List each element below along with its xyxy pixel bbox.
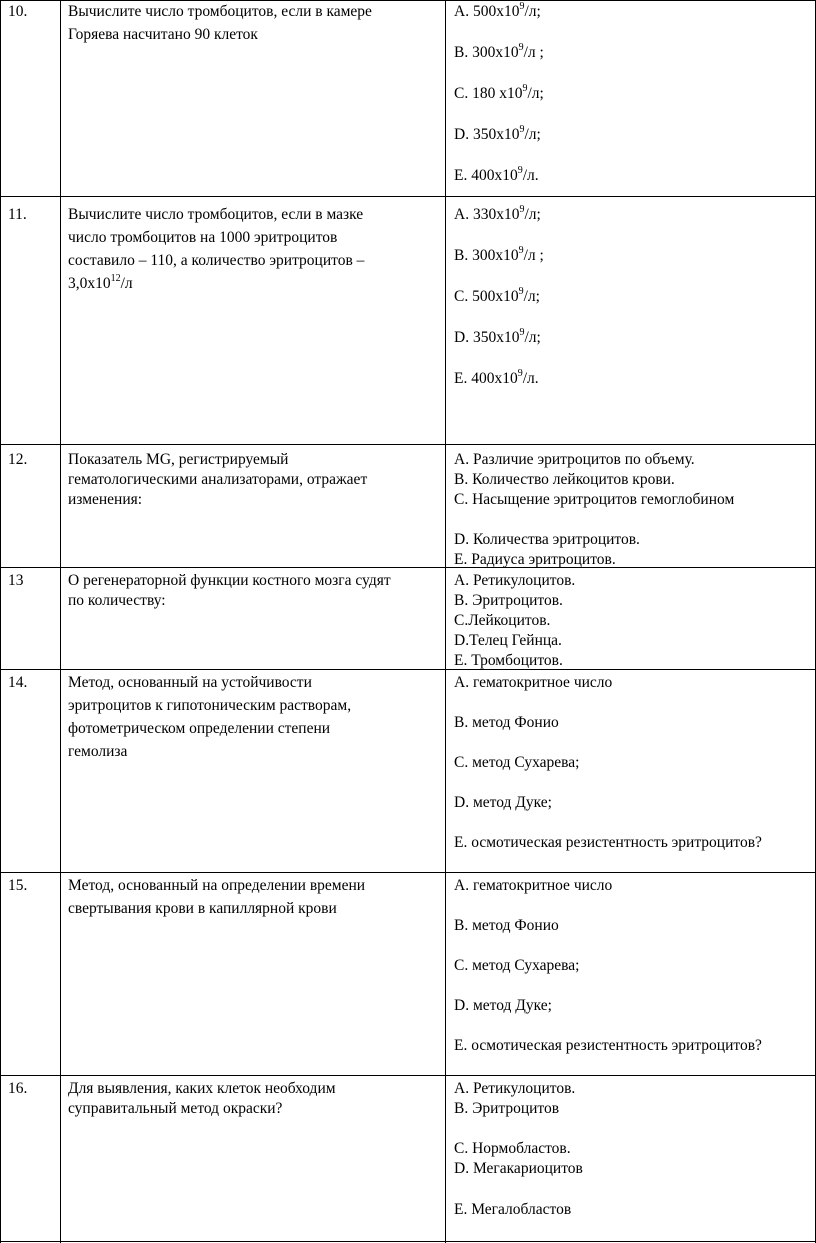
question-number: 11. bbox=[8, 206, 27, 223]
answer-option-d: D. $350x10^9/л$; bbox=[454, 123, 541, 143]
answer-option-d: D. Количества эритроцитов. bbox=[454, 531, 640, 548]
column-divider bbox=[445, 0, 446, 1243]
answer-option-e: E. Тромбоцитов. bbox=[454, 652, 563, 669]
answer-option-b: B. Эритроцитов bbox=[454, 1100, 560, 1117]
question-number: 15. bbox=[8, 877, 28, 894]
question-text: Горяева насчитано 90 клеток bbox=[68, 26, 258, 43]
answer-option-e: E. Мегалобластов bbox=[454, 1201, 572, 1218]
answer-option-b: B. Количество лейкоцитов крови. bbox=[454, 471, 675, 488]
question-text: фотометрическом определении степени bbox=[68, 720, 331, 737]
question-text: Для выявления, каких клеток необходим bbox=[68, 1080, 336, 1097]
question-text: эритроцитов к гипотоническим растворам, bbox=[68, 697, 352, 714]
question-text: гематологическими анализаторами, отражает bbox=[68, 471, 368, 488]
question-text: Показатель MG, регистрируемый bbox=[68, 451, 289, 468]
question-text: по количеству: bbox=[68, 592, 166, 609]
column-divider bbox=[0, 0, 1, 1243]
question-text: гемолиза bbox=[68, 743, 128, 760]
answer-option-d: D.Телец Гейнца. bbox=[454, 632, 562, 649]
answer-option-d: D. метод Дуке; bbox=[454, 794, 552, 811]
question-text: Вычислите число тромбоцитов, если в мазке bbox=[68, 206, 364, 223]
answer-option-d: D. $350x10^9/л$; bbox=[454, 326, 541, 346]
answer-option-e: E. $400x10^9/л$. bbox=[454, 367, 539, 387]
answer-option-b: B. $300x10^9/л$ ; bbox=[454, 41, 544, 61]
row-divider bbox=[0, 872, 816, 873]
question-text: суправитальный метод окраски? bbox=[68, 1100, 283, 1117]
question-text: составило – 110, а количество эритроцитов – bbox=[68, 252, 365, 269]
question-text: О регенераторной функции костного мозга судят bbox=[68, 572, 391, 589]
column-divider bbox=[60, 0, 61, 1243]
row-divider bbox=[0, 444, 816, 445]
question-text: свертывания крови в капиллярной крови bbox=[68, 900, 337, 917]
answer-option-a: A. $330x10^9/л$; bbox=[454, 203, 541, 223]
answer-option-d: D. метод Дуке; bbox=[454, 997, 552, 1014]
question-text: Метод, основанный на устойчивости bbox=[68, 674, 312, 691]
answer-option-a: A. Ретикулоцитов. bbox=[454, 1080, 576, 1097]
answer-option-c: C. метод Сухарева; bbox=[454, 754, 580, 771]
answer-option-d: D. Мегакариоцитов bbox=[454, 1160, 583, 1177]
row-divider bbox=[0, 1241, 816, 1242]
answer-option-a: A. гематокритное число bbox=[454, 877, 613, 894]
question-text: изменения: bbox=[68, 491, 143, 508]
question-text: Вычислите число тромбоцитов, если в камере bbox=[68, 3, 372, 20]
row-divider bbox=[0, 196, 816, 197]
question-number: 13 bbox=[8, 572, 24, 589]
answer-option-e: E. $400x10^9/л$. bbox=[454, 164, 539, 184]
answer-option-c: C. 180 $x10^9/л$; bbox=[454, 82, 544, 102]
answer-option-a: A. $500x10^9/л$; bbox=[454, 0, 541, 20]
answer-option-b: B. метод Фонио bbox=[454, 917, 559, 934]
answer-option-e: E. осмотическая резистентность эритроцитов? bbox=[454, 834, 762, 851]
answer-option-e: E. Радиуса эритроцитов. bbox=[454, 551, 616, 568]
answer-option-b: B. метод Фонио bbox=[454, 714, 559, 731]
answer-option-a: A. Ретикулоцитов. bbox=[454, 572, 576, 589]
row-divider bbox=[0, 0, 816, 1]
row-divider bbox=[0, 567, 816, 568]
question-number: 16. bbox=[8, 1080, 28, 1097]
question-text: Метод, основанный на определении времени bbox=[68, 877, 366, 894]
question-number: 14. bbox=[8, 674, 28, 691]
answer-option-b: B. $300x10^9/л$ ; bbox=[454, 244, 544, 264]
answer-option-c: C.Лейкоцитов. bbox=[454, 612, 551, 629]
answer-option-b: B. Эритроцитов. bbox=[454, 592, 563, 609]
row-divider bbox=[0, 669, 816, 670]
answer-option-a: A. Различие эритроцитов по объему. bbox=[454, 451, 695, 468]
question-text: число тромбоцитов на 1000 эритроцитов bbox=[68, 229, 338, 246]
answer-option-e: E. осмотическая резистентность эритроцитов? bbox=[454, 1037, 762, 1054]
row-divider bbox=[0, 1075, 816, 1076]
answer-option-c: C. Насыщение эритроцитов гемоглобином bbox=[454, 491, 735, 508]
question-text: $3,0x10^{12}/л$ bbox=[68, 272, 133, 292]
question-number: 10. bbox=[8, 3, 28, 20]
question-number: 12. bbox=[8, 451, 28, 468]
answer-option-c: C. метод Сухарева; bbox=[454, 957, 580, 974]
answer-option-c: C. $500x10^9/л$; bbox=[454, 285, 540, 305]
answer-option-c: C. Нормобластов. bbox=[454, 1140, 571, 1157]
answer-option-a: A. гематокритное число bbox=[454, 674, 613, 691]
